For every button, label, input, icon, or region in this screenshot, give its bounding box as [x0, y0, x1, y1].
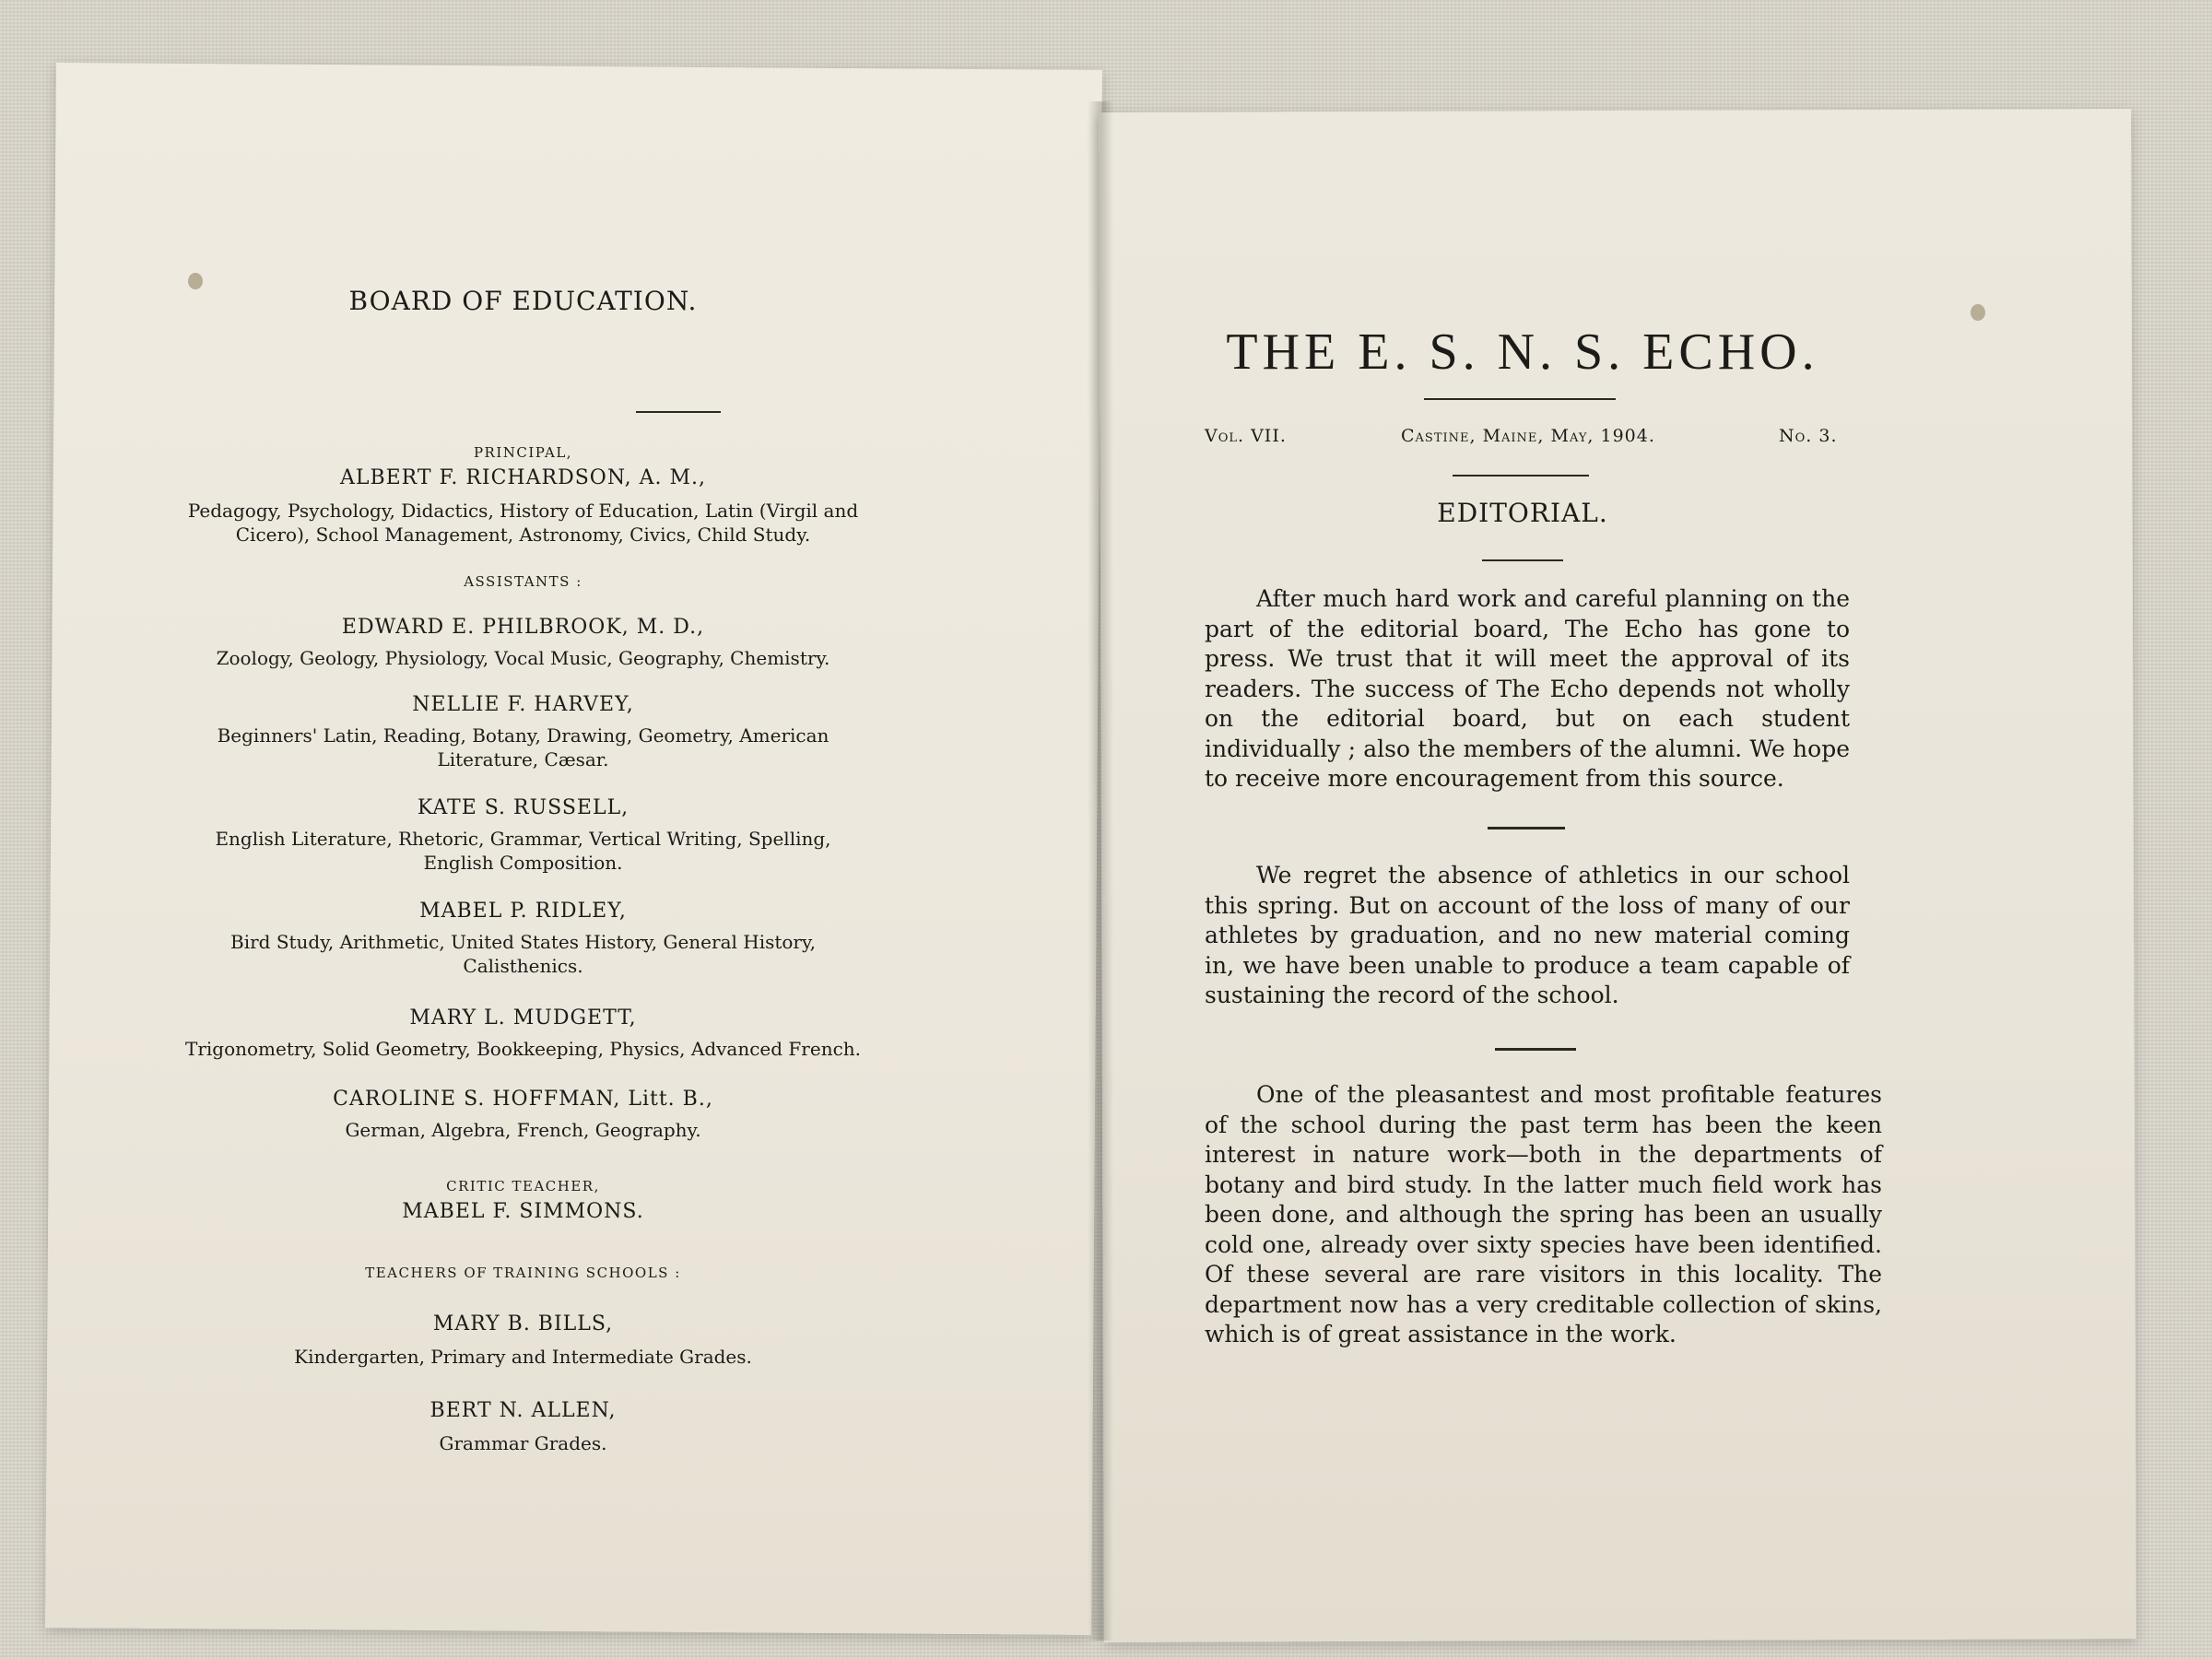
editorial-paragraph: One of the pleasantest and most profitable features of the school during the past term has been the keen interest in nature work—both in the departments of botany and bird study. In the latter much field work has been done, and although the spring has been an usually cold one, already over sixty species have been identified. Of these several are rare visitors in this locality. The department now has a very creditable collection of skins, which is of great assistance in the work.	[1205, 1081, 1882, 1347]
training-subjects: Grammar Grades.	[439, 1432, 607, 1454]
section-divider	[1488, 827, 1565, 830]
training-name: MARY B. BILLS,	[432, 1312, 614, 1335]
editorial-paragraph: We regret the absence of athletics in our school this spring. But on account of the loss of many of our athletes by graduation, and no new material coming in, we have been unable to produce a team capable of sustaining the record of the school.	[1205, 862, 1850, 1008]
assistant-subjects: Beginners' Latin, Reading, Botany, Drawing, Geometry, American Literature, Cæsar.	[217, 724, 830, 771]
assistant-name: EDWARD E. PHILBROOK, M. D.,	[341, 616, 705, 639]
training-entry	[0, 1312, 1046, 1369]
newspaper-title: THE E. S. N. S. ECHO.	[1226, 324, 1819, 381]
principal-subjects: Pedagogy, Psychology, Didactics, History of Education, Latin (Virgil and Cicero), School Management, Astronomy, Civics, Child Study.	[187, 500, 859, 546]
assistant-entry	[0, 1006, 1046, 1061]
assistant-entry	[0, 616, 1046, 670]
assistant-subjects: Bird Study, Arithmetic, United States History, General History, Calisthenics.	[230, 931, 816, 977]
editorial-heading: EDITORIAL.	[1437, 498, 1608, 528]
place-date: Castine, Maine, May, 1904.	[1401, 426, 1655, 446]
assistant-name: MABEL P. RIDLEY,	[419, 900, 627, 923]
training-label: TEACHERS OF TRAINING SCHOOLS :	[365, 1265, 681, 1281]
assistant-name: KATE S. RUSSELL,	[417, 796, 629, 819]
principal-name: ALBERT F. RICHARDSON, A. M.,	[339, 466, 707, 489]
section-divider	[1495, 1048, 1576, 1051]
title-rule	[636, 411, 721, 413]
board-title: BOARD OF EDUCATION.	[348, 286, 698, 316]
staple-hole	[1971, 304, 1985, 321]
title-rule	[1424, 398, 1616, 400]
training-subjects: Kindergarten, Primary and Intermediate Grades.	[294, 1346, 752, 1368]
training-label-block	[0, 1265, 1046, 1281]
volume: Vol. VII.	[1205, 426, 1287, 446]
heading-rule	[1482, 559, 1563, 561]
assistant-name: NELLIE F. HARVEY,	[412, 693, 634, 716]
assistants-label-block	[0, 573, 1046, 590]
editorial-paragraph: After much hard work and careful planning on the part of the editorial board, The Echo has gone to press. We trust that it will meet the approval of its readers. The success of The Echo depends not wholly on the editorial board, but on each student individually ; also the members of the alumni. We hope to receive more encouragement from this source.	[1205, 585, 1850, 792]
assistants-label: ASSISTANTS :	[464, 573, 582, 590]
assistant-entry	[0, 796, 1046, 875]
assistant-subjects: Trigonometry, Solid Geometry, Bookkeeping, Physics, Advanced French.	[184, 1038, 862, 1060]
training-name: BERT N. ALLEN,	[429, 1399, 617, 1422]
assistant-entry	[0, 1088, 1046, 1142]
assistant-name: CAROLINE S. HOFFMAN, Litt. B.,	[333, 1088, 713, 1111]
assistant-subjects: Zoology, Geology, Physiology, Vocal Music, Geography, Chemistry.	[216, 647, 830, 669]
assistant-subjects: English Literature, Rhetoric, Grammar, Vertical Writing, Spelling, English Composition.	[215, 828, 831, 874]
assistant-entry	[0, 693, 1046, 771]
critic-name: MABEL F. SIMMONS.	[402, 1200, 644, 1223]
critic-section	[0, 1178, 1046, 1223]
assistant-name: MARY L. MUDGETT,	[409, 1006, 637, 1030]
assistant-entry	[0, 900, 1046, 978]
principal-label: PRINCIPAL,	[473, 444, 573, 461]
training-entry	[0, 1399, 1046, 1455]
page-fold	[1088, 101, 1113, 1641]
principal-section	[0, 444, 1046, 547]
issue-number: No. 3.	[1779, 426, 1838, 446]
critic-label: CRITIC TEACHER,	[446, 1178, 600, 1194]
assistant-subjects: German, Algebra, French, Geography.	[345, 1119, 701, 1141]
masthead-rule	[1453, 475, 1589, 477]
